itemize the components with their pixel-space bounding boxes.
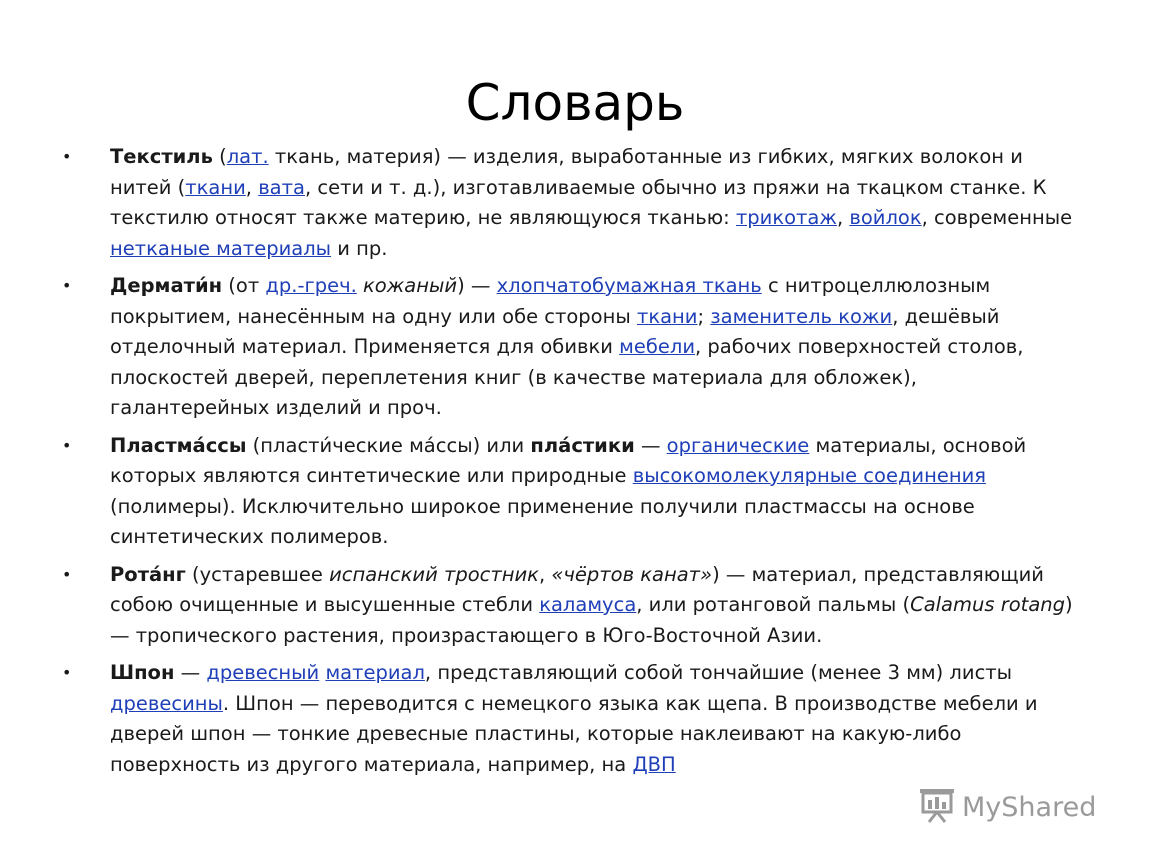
slide-title: Словарь [465, 73, 685, 132]
myshared-watermark [918, 787, 1096, 827]
definition-text: (полимеры). Исключительно широкое применение получили пластмассы на основе синтетических полимеров. [110, 494, 975, 548]
term-link[interactable]: хлопчатобумажная ткань [496, 274, 762, 297]
term-link[interactable]: войлок [849, 206, 922, 229]
term-heading: Пластма́ссы [110, 433, 247, 457]
term-link[interactable]: вата [258, 175, 305, 199]
definition-text: ) — тропического растения, произрастающего в Юго-Восточной Азии. [110, 593, 1073, 647]
bullet: • [62, 276, 72, 295]
bullet: • [62, 564, 72, 584]
definition-item [0, 658, 1150, 780]
definition-text: ) — материал, представляющий собою очищенные и высушенные стебли [110, 562, 1044, 616]
definition-item [0, 560, 1150, 652]
term-link[interactable]: ДВП [632, 752, 676, 776]
definition-text: (устаревшее [185, 562, 330, 586]
definition-text: , [836, 206, 850, 229]
term-heading: пла́стики [530, 433, 635, 457]
definition-text: — [634, 433, 667, 457]
definition-text: — [174, 661, 207, 684]
definition-text: материалы, основой которых являются синтетические или природные [110, 433, 1027, 487]
definition-text: ткань, материя) — изделия, выработанные из гибких, мягких волокон и нитей ( [110, 145, 1023, 199]
term-link[interactable]: древесный [206, 661, 320, 684]
definition-text: , [538, 562, 552, 586]
term-link[interactable]: нетканые материалы [110, 236, 332, 260]
definition-text: , дешёвый отделочный материал. Применяется для обивки [110, 304, 1000, 358]
bullet: • [62, 147, 72, 166]
italic-text: Calamus rotang [910, 593, 1066, 616]
definition-text: , сети и т. д.), изготавливаемые обычно из пряжи на ткацком станке. К текстилю относят также материю, не являющуюся тканью: [110, 175, 1047, 229]
term-link[interactable]: трикотаж [735, 206, 837, 229]
definition-text: ; [697, 304, 711, 328]
term-link[interactable]: ткани [636, 304, 698, 328]
definition-text: , [245, 175, 259, 199]
term-heading: Дермати́н [110, 274, 223, 297]
term-heading: Рота́нг [110, 562, 186, 586]
definition-item [0, 142, 1150, 264]
definition-text: ( [212, 145, 227, 168]
definition-text: , современные [921, 206, 1073, 229]
definition-item [0, 271, 1150, 424]
watermark-text: MyShared [962, 791, 1097, 823]
term-link[interactable]: высокомолекулярные соединения [632, 464, 987, 487]
definition-text: , или ротанговой пальмы ( [636, 593, 911, 616]
term-link[interactable]: каламуса [539, 593, 637, 616]
term-link[interactable]: др.-греч. [265, 274, 357, 297]
term-link[interactable]: заменитель кожи [710, 304, 893, 328]
definition-text: ) — [457, 274, 497, 297]
definition-list [0, 142, 1150, 787]
definition-text: с нитроцеллюлозным покрытием, нанесённым на одну или обе стороны [110, 274, 991, 328]
italic-text: испанский тростник [329, 562, 539, 586]
term-heading: Текстиль [110, 145, 213, 168]
bullet: • [62, 435, 72, 455]
definition-text: (пласти́ческие ма́ссы) или [246, 433, 531, 457]
definition-text: , рабочих поверхностей столов, плоскостей дверей, переплетения книг (в качестве материала для обложек), галантерейных изделий и проч. [110, 335, 1024, 419]
bullet: • [62, 663, 72, 682]
definition-text: и пр. [331, 236, 388, 260]
definition-text: (от [222, 274, 266, 297]
definition-text: , представляющий собой тончайшие (менее 3 мм) листы [424, 661, 1013, 684]
term-link[interactable]: органические [666, 433, 810, 457]
term-link[interactable]: материал [325, 661, 425, 684]
definition-item [0, 431, 1150, 553]
definition-text: . Шпон — переводится с немецкого языка как щепа. В производстве мебели и дверей шпон — тонкие древесные пластины, которые наклеивают на какую-либо поверхность из другого материала, например, на [110, 691, 1038, 776]
term-link[interactable]: древесины [110, 691, 223, 715]
term-link[interactable]: ткани [185, 175, 246, 199]
term-link[interactable]: лат. [226, 145, 269, 168]
italic-text: «чёртов канат» [551, 562, 713, 586]
italic-text: кожаный [363, 274, 458, 297]
term-link[interactable]: мебели [619, 335, 696, 358]
term-heading: Шпон [110, 661, 175, 684]
presentation-board-icon [918, 786, 956, 828]
